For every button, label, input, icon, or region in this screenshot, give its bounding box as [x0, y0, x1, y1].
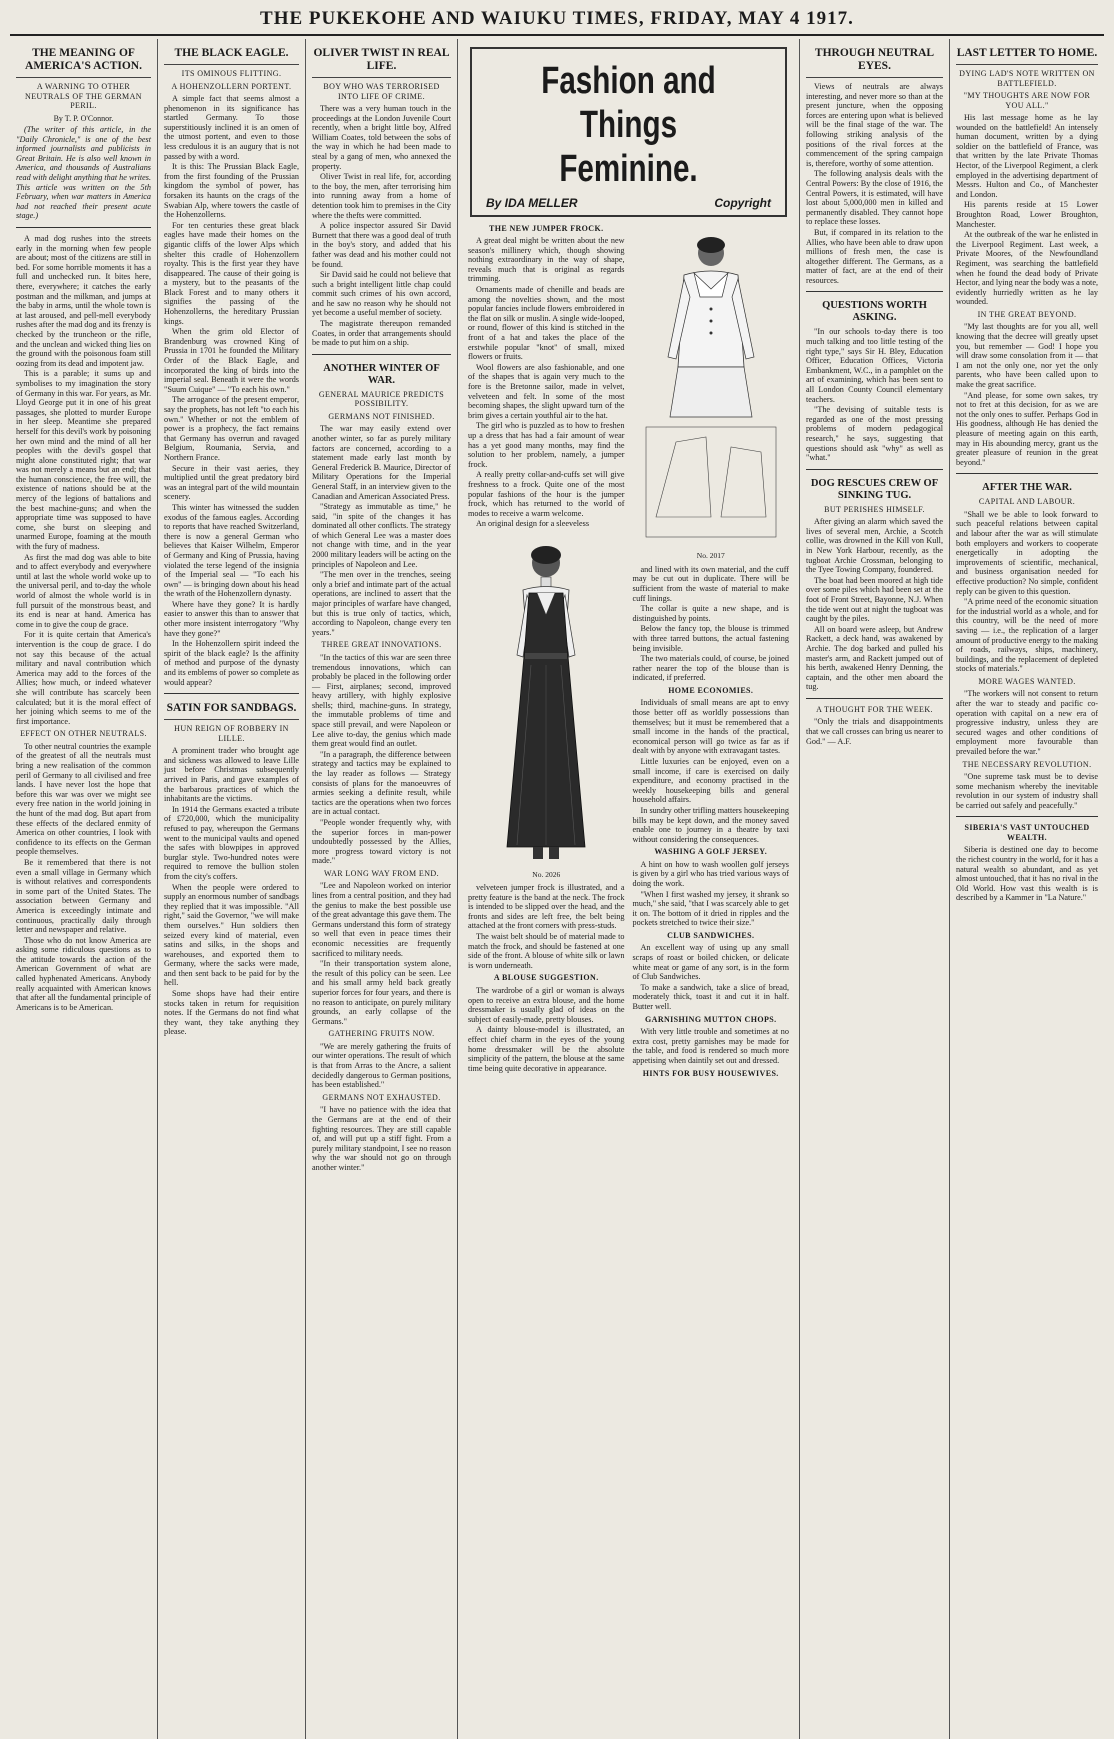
- paragraph: The boat had been moored at high tide over some piles which had been set at the foot of Front Street, Bayonne, N.J. When the tide went out at night the tugboat was caught by the piles.: [806, 575, 943, 624]
- fashion-subcolumn-b: [629, 221, 794, 1081]
- article-title: THROUGH NEUTRAL EYES.: [806, 47, 943, 78]
- paragraph: Those who do not know America are asking some ridiculous questions as to the attitude towards the action of the American Government of what are called hyphenated Americans. Anybody really acquainted with American knows that after all the fundamental principle of Americans is to be American.: [16, 935, 151, 1012]
- section-heading: SIBERIA'S VAST UNTOUCHED WEALTH.: [964, 823, 1090, 842]
- paragraph: It is this: The Prussian Black Eagle, from the first founding of the Prussian kingdom the symbol of power, has forsaken its haunts on the crags of the Swabian Alp, where towers the castle of the Hohenzollerns.: [164, 162, 299, 220]
- paragraph: "In their transportation system alone, the result of this policy can be seen. Lee and his small army held back greatly superior forces for four years, and there is no reason to anticipate, on purely military grounds, an early collapse of the Germans.": [312, 959, 451, 1026]
- section-heading: MORE WAGES WANTED.: [978, 676, 1076, 686]
- paragraph: Be it remembered that there is not even a small village in Germany which is without relatives and correspondents in some part of the United States. The association between Germany and America is exceedingly intimate and continuous, practically daily through letter and newspaper and relative.: [16, 857, 151, 935]
- paragraph: When the people were ordered to supply an enormous number of sandbags they replied that it was impossible. "All right," said the Governor, "we will make them ourselves." Hun soldiers then seized every kind of material, even satins and silks, in the shops and warehouses, and exported them to Germany, where the sacks were made, and then sent back to be paid for by the hell.: [164, 882, 299, 988]
- divider: [164, 693, 299, 694]
- divider: [16, 227, 151, 228]
- paragraph: "Only the trials and disappointments that we call crosses can bring us nearer to God." — A.F.: [806, 717, 943, 746]
- fashion-title-line-1: Fashion and Things: [541, 60, 716, 146]
- columns: [10, 39, 1104, 1739]
- paragraph: "And please, for some own sakes, try not to fret at this decision, for as we are not the only ones to suffer. Perhaps God in His goodness, although He has denied the pleasure of meeting again on this earth, may in His abounding mercy, grant us the greater pleasure of reunion in the great beyond.": [956, 390, 1098, 467]
- paragraph: Some shops have had their entire stocks taken in return for requisition notes. If the Germans do not find what they want, they take anything they please.: [164, 989, 299, 1037]
- paragraph: Secure in their vast aeries, they multiplied until the great predatory bird was an integral part of the wild mountain scenery.: [164, 463, 299, 502]
- paragraph: With very little trouble and sometimes at no extra cost, pretty garnishes may be made for the table, and food is rendered so much more appetising when daintily set out and dressed.: [632, 1027, 789, 1065]
- fashion-credit: [478, 196, 779, 210]
- paragraph: "In the tactics of this war are seen three tremendous innovations, which can probably be placed in the following order — First, airplanes; second, improved heavy artillery, with highly explosive shells; third, machine-guns. In strategy, the immutable problems of time and space still prevail, and were Napoleon or Lee alive to-day, the genius which made them great would find an outlet.: [312, 652, 451, 749]
- paragraph: An original design for a sleeveless: [476, 519, 590, 529]
- paragraph: "We are merely gathering the fruits of our winter operations. The result of which is that from Arras to the Ancre, a salient decidedly dangerous to German positions, has been established.": [312, 1041, 451, 1090]
- paragraph: His last message home as he lay wounded on the battlefield! An intensely human document, written by a dying soldier on the battlefield of France, was that written by the late Private Thomas Hector, of the Liverpool Regiment, a clerk employed in the advertising department of Messrs. Hulton and Co., of Manchester and London.: [956, 113, 1098, 199]
- paragraph: To make a sandwich, take a slice of bread, moderately thick, toast it and cut it in half. Butter well.: [632, 982, 789, 1012]
- paragraph: "In our schools to-day there is too much talking and too little testing of the right type," says Sir H. Bley, Education Officer, Education Offices, Victoria Embankment, W.C., in a pamphlet on the art of examining, which has been sent to all London County Council elementary teachers.: [806, 327, 943, 404]
- paragraph: The war may easily extend over another winter, so far as purely military factors are concerned, according to a statement made early last month by General Frederick B. Maurice, Director of Military Operations for the Imperial General Staff, in an interview given to the Canadian and American Associated Press.: [312, 424, 451, 501]
- paragraph: At the outbreak of the war he enlisted in the Liverpool Regiment. Last week, a Private Moores, of the Newfoundland Regiment, was searching the battlefield when he found the dead body of Private Hector, and lying near the body was a note, evidently hurriedly written as he lay wounded.: [956, 230, 1098, 307]
- paragraph: A dainty blouse-model is illustrated, an effect chief charm in the eyes of the young home dressmaker will be the absolute simplicity of the pattern, the blouse at the same time being quite decorative in appearance.: [468, 1025, 625, 1073]
- section-heading: A THOUGHT FOR THE WEEK.: [816, 704, 933, 714]
- paragraph: The waist belt should be of material made to match the frock, and should be fastened at one side of the front. A blouse of white silk or lawn is worn underneath.: [468, 932, 625, 970]
- article-byline: By T. P. O'Connor.: [53, 113, 114, 123]
- section-heading: THE NECESSARY REVOLUTION.: [962, 759, 1092, 769]
- paragraph: Sir David said he could not believe that such a bright intelligent little chap could commit such crimes of his own accord, and he saw no reason why he should not yet become a useful member of society.: [312, 270, 451, 318]
- paragraph: An excellent way of using up any small scraps of roast or boiled chicken, or delicate white meat or game of any sort, is in the form of Club Sandwiches.: [632, 943, 789, 982]
- divider: [806, 291, 943, 292]
- paragraph: A police inspector assured Sir David Burnett that there was a good deal of truth in the boy's story, and added that his father was dead and his mother could not be found.: [312, 221, 451, 269]
- fashion-banner: [470, 47, 787, 217]
- fashion-title-line-2: Feminine.: [559, 148, 698, 190]
- article-subtitle: BUT PERISHES HIMSELF.: [824, 504, 925, 514]
- paragraph: In the Hohenzollern spirit indeed the spirit of the black eagle? Is the affinity of method and purpose of the dynasty and its emblems of power so complete as would appear?: [164, 639, 299, 687]
- paragraph: "The devising of suitable tests is regarded as one of the most pressing problems of modern pedagogical research," he says, suggesting that questions should ask "why" as well as "what.": [806, 405, 943, 463]
- paragraph: Little luxuries can be enjoyed, even on a small income, if care is exercised on daily expenditure, and economy practised in the weekly housekeeping bills and general household affairs.: [632, 756, 789, 805]
- paragraph: Individuals of small means are apt to envy those better off as worldly possessions than themselves; but it must be remembered that a small income in the hands of the practical, economical person will go twice as far as if dealt with by anyone with extravagant tastes.: [632, 698, 789, 756]
- fashion-subcolumn-a: [464, 221, 629, 1081]
- paragraph: The magistrate thereupon remanded Coates, in order that arrangements should be made to put him on a ship.: [312, 319, 451, 348]
- paragraph: A great deal might be written about the new season's millinery which, though showing nothing extraordinary in the way of shape, reveals much that is original as regards trimming.: [468, 236, 625, 284]
- divider: [806, 698, 943, 699]
- fashion-column: [458, 39, 800, 1739]
- section-heading: WAR LONG WAY FROM END.: [324, 868, 439, 878]
- section-heading: EFFECT ON OTHER NEUTRALS.: [20, 729, 147, 739]
- article-title: LAST LETTER TO HOME.: [956, 47, 1098, 65]
- paragraph: Wool flowers are also fashionable, and one of the shapes that is again very much to the fore is the Bretonne sailor, made in velvet, velveteen and felt. In some of the most becoming shapes, the slight upward turn of the brim gives a certain youthful air to the hat.: [468, 362, 625, 420]
- paragraph: For ten centuries these great black eagles have made their homes on the gigantic cliffs of the lower Alps which shelter this cradle of Hohenzollern royalty. This is the first year they have disappeared. The cause of their going is a mystery, but to the peasants of the Black Forest and to many others it signifies the passing of the Hohenzollerns, the hereditary Prussian kings.: [164, 220, 299, 326]
- paragraph: There was a very human touch in the proceedings at the London Juvenile Court recently, when a bright little boy, Alfred William Coates, told between the sobs of the way in which he had been made to steal by a gang of men, who annexed the property.: [312, 104, 451, 171]
- article-subtitle: ITS OMINOUS FLITTING.: [181, 69, 282, 78]
- paragraph: A prominent trader who brought age and sickness was allowed to leave Lille just before Christmas subsequently arrived in Paris, and gave examples of the barbarous practices of which the inhabitants are the victims.: [164, 746, 299, 804]
- fashion-copyright: Copyright: [714, 196, 771, 210]
- paragraph: "Lee and Napoleon worked on interior lines from a central position, and they had the genius to make the best possible use of the great advantage this gave them. The Germans understand this form of strategy so well that even in peace times their economic necessities are frequently sacrificed to military needs.: [312, 881, 451, 958]
- article-subtitle: HUN REIGN OF ROBBERY IN LILLE.: [174, 724, 289, 743]
- paragraph: velveteen jumper frock is illustrated, and a pretty feature is the band at the neck. The frock is intended to be slipped over the head, and the fronts and sides are left free, the belt being attached at the front corners with press-studs.: [468, 883, 625, 931]
- paragraph: The wardrobe of a girl or woman is always open to receive an extra blouse, and the home dressmaker is usually glad of ideas on the subject of easily-made, pretty blouses.: [468, 985, 625, 1024]
- divider: [312, 354, 451, 355]
- section-heading: WASHING A GOLF JERSEY.: [654, 847, 768, 857]
- paragraph: "Strategy as immutable as time," he said, "in spite of the changes it has dominated all other conflicts. The strategy of which General Lee was a master does not change with time, and in the year 2000 military leaders will be acting on the principles of Napoleon and Lee.: [312, 502, 451, 569]
- divider: [956, 473, 1098, 474]
- column-5: [800, 39, 950, 1739]
- article-title: OLIVER TWIST IN REAL LIFE.: [312, 47, 451, 78]
- figure-label: No. 2026: [532, 869, 561, 879]
- paragraph: A simple fact that seems almost a phenomenon in its significance has startled Germany. To those superstitiously inclined it is an omen of the utmost portent, and even to those less credulous it is an augury that is not passed by with a word.: [164, 94, 299, 161]
- paragraph: "Shall we be able to look forward to such peaceful relations between capital and labour after the war as will stimulate both employers and workers to cooperate energetically in adopting the improvements of scientific, mechanical, and business organisation needed for effective production? No simple, confident reply can be given to this question.: [956, 509, 1098, 596]
- article-title: QUESTIONS WORTH ASKING.: [822, 300, 927, 324]
- paragraph: The arrogance of the present emperor, say the prophets, has not left "to each his own." Whether or not the emblem of power is a prophecy, the fact remains that Germany has overrun and ravaged Belgium, Roumania, Servia, and Northern France.: [164, 395, 299, 462]
- article-subtitle: GERMANS NOT FINISHED.: [328, 411, 435, 421]
- article-subtitle: "MY THOUGHTS ARE NOW FOR YOU ALL.": [963, 91, 1091, 110]
- paragraph: When the grim old Elector of Brandenburg was crowned King of Prussia in 1701 he founded the Military Order of the Black Eagle, and incorporated the king of birds into the imperial seal. Beneath it were the words "Suum Cuique" — "To each his own.": [164, 327, 299, 394]
- paragraph: "The men over in the trenches, seeing only a brief and intimate part of the actual operations, are inclined to assert that the major principles of warfare have changed, but this is true only of tactics, which, according to Napoleon, change every ten years.": [312, 570, 451, 637]
- paragraph: In sundry other trifling matters housekeeping bills may be kept down, and the money saved enable one to journey in a theatre by taxi without considering the consequences.: [632, 805, 789, 844]
- paragraph: His parents reside at 15 Lower Broughton Road, Lower Broughton, Manchester.: [956, 200, 1098, 229]
- article-title: THE BLACK EAGLE.: [164, 47, 299, 65]
- section-heading: GARNISHING MUTTON CHOPS.: [645, 1014, 777, 1024]
- column-6: [950, 39, 1104, 1739]
- blouse-figure-icon: [636, 227, 786, 547]
- editor-note: (The writer of this article, in the "Daily Chronicle," is one of the best informed journalists and publicists in Great Britain. He is also well known in America, and thousands of Australians read with delight anything that he writes. This article was written on the 5th February, when war matters in America had not reached their present acute stage.): [16, 125, 152, 221]
- blouse-illustration: [633, 227, 790, 550]
- paragraph: "When I first washed my jersey, it shrank so much," she said, "that I was scarcely able to get it on. The bottom of it dried in ripples and the pockets stretched to twice their size.": [632, 889, 789, 928]
- paragraph: "My last thoughts are for you all, well knowing that the decree will greatly upset you, but remember — God! I hope you will draw some consolation from it — that I am not the only one, nor yet the only parents, who have been called upon to make the great sacrifice.: [956, 322, 1098, 389]
- column-1: [10, 39, 158, 1739]
- paragraph: The following analysis deals with the Central Powers: By the close of 1916, the Central Powers, it is estimated, will have lost about 5,000,000 men in killed and permanently disabled. They cannot hope to replace these losses.: [806, 169, 943, 227]
- article-subtitle: GENERAL MAURICE PREDICTS POSSIBILITY.: [318, 389, 445, 409]
- article-subtitle: A WARNING TO OTHER NEUTRALS OF THE GERMAN PERIL.: [25, 82, 142, 110]
- paragraph: and lined with its own material, and the cuff may be cut out in duplicate. There will be sufficient from the waste of material to make cuff linings.: [632, 564, 789, 603]
- paragraph: Where have they gone? It is hardly easier to answer this than to answer that other more insistent interrogatory "Why have they gone?": [164, 599, 299, 638]
- paragraph: "I have no patience with the idea that the Germans are at the end of their fighting resources. They are still capable of, and will put up a stiff fight. From a purely military standpoint, I see no reason why the war should not go on through another winter.": [312, 1105, 451, 1172]
- paragraph: A mad dog rushes into the streets early in the morning when few people are about; most of the citizens are still in bed. For some horrible moments it has a full and unchecked run. It bites here, there, everywhere; it catches the early postman and the milkman, and jumps at the baby in arms, until the whole town is at last aroused, and pell-mell everybody rushes after the mad dog and its frenzy is checked by the truncheon or the rifle, and the unclean and wicked thing lies on the ground with the poisonous foam still oozing from its dead and impotent jaw.: [16, 234, 151, 368]
- section-heading: IN THE GREAT BEYOND.: [977, 309, 1077, 319]
- column-3: [306, 39, 458, 1739]
- article-subtitle: CAPITAL AND LABOUR.: [978, 497, 1076, 507]
- paragraph: Ornaments made of chenille and beads are among the novelties shown, and the most popular fancies include flowers embroidered in the flat on silk or muslin. A single wide-looped, or round, flower of this kind is stitched in the front of a hat and takes the place of the erstwhile popular "knot" of small, mixed flowers or fruits.: [468, 285, 625, 362]
- masthead: THE PUKEKOHE AND WAIUKU TIMES, FRIDAY, MAY 4 1917.: [10, 6, 1104, 36]
- dress-figure-icon: [481, 535, 611, 865]
- paragraph: The collar is quite a new shape, and is distinguished by points.: [632, 604, 789, 623]
- paragraph: After giving an alarm which saved the lives of several men, Archie, a Scotch collie, was drowned in the Kill von Kull, in New York Harbour, recently, as the tugboat Archie Crossman, belonging to the Tyee Towing Company, foundered.: [806, 517, 943, 575]
- paragraph: "One supreme task must be to devise some mechanism whereby the inevitable revolution in our system of industry shall be carried out safely and peacefully.": [956, 772, 1098, 810]
- paragraph: This is a parable; it sums up and symbolises to my imagination the story of Germany in this war. For years, as Mr. Lloyd George put it in one of his great passages, she plotted to murder Europe in her sleep. Meantime she prepared herself for this devil's work by poisoning her own mind and the mind of all her peoples with the devil's gospel that might alone constituted right; that war was not merely a means but an end; that the human conscience, the free will, the existence of nations should be at the mercy of the legions of battalions and the best machine-guns; and when the appropriate time was supposed to have come, she burst on sleeping and unarmed Europe, foaming at the mouth with the fury of madness.: [16, 369, 151, 552]
- paragraph: The girl who is puzzled as to how to freshen up a dress that has had a fair amount of wear has a yet good many months, may find the solution to her problem, namely, a jumper frock.: [468, 421, 625, 469]
- section-heading: THE NEW JUMPER FROCK.: [489, 223, 604, 233]
- paragraph: As first the mad dog was able to bite and to affect everybody and everywhere until at last the whole world woke up to the universal peril, and to-day the whole world of almost the whole world is in full pursuit of the monstrous beast, and its end is near at hand. America has come in to give the coup de grace.: [16, 552, 151, 629]
- paragraph: But, if compared in its relation to the Allies, who have been able to draw upon millions of fresh men, the case is altogether different. The Germans, as a matter of fact, are at the end of their resources.: [806, 227, 943, 285]
- paragraph: Below the fancy top, the blouse is trimmed with three tarred buttons, the actual fastening being invisible.: [632, 624, 789, 653]
- paragraph: To other neutral countries the example of the greatest of all the neutrals must bring a new realisation of the common peril of Germany to all civilised and free lands. I have never lost the hope that before this war was over we might see every free nation in the world joining in the hunt of the mad dog. But apart from these effects of the declared enmity of America on other countries, I look with confidence to its effects on the German people themselves.: [16, 741, 151, 857]
- paragraph: "The workers will not consent to return after the war to steady and pacific co-operation with capital on a new era of progressive industry, unless they are secured wages and other conditions of employment more favourable than prevailed before the war.": [956, 689, 1098, 756]
- paragraph: "In a paragraph, the difference between strategy and tactics may be explained to the lay reader as follows — Strategy consists of plans for the manoeuvres of armies seeking a definite result, while tactics are the operations when two forces are in actual contact.: [312, 749, 451, 817]
- divider: [806, 469, 943, 470]
- section-heading: GERMANS NOT EXHAUSTED.: [322, 1092, 441, 1102]
- paragraph: A hint on how to wash woollen golf jerseys is given by a girl who has tried various ways of doing the work.: [632, 859, 789, 888]
- fashion-byline: By IDA MELLER: [486, 196, 578, 210]
- section-heading: HINTS FOR BUSY HOUSEWIVES.: [642, 1068, 779, 1078]
- divider: [956, 816, 1098, 817]
- paragraph: Oliver Twist in real life, for, according to the boy, the men, after terrorising him into running away from a home of detention took him to premises in the City where the thefts were committed.: [312, 172, 451, 220]
- paragraph: A really pretty collar-and-cuffs set will give freshness to a frock. Quite one of the most popular fashions of the hour is the jumper frock, which has returned to the world of modes to receive a warm welcome.: [468, 470, 625, 518]
- section-heading: HOME ECONOMIES.: [668, 685, 754, 695]
- section-heading: THREE GREAT INNOVATIONS.: [321, 640, 442, 650]
- paragraph: Views of neutrals are always interesting, and never more so than at the present juncture, when the opposing forces are entering upon what is believed will be the final stage of the war. The following striking analysis of the positions of the rival forces at the commencement of the spring campaign is, therefore, worthy of some attention.: [806, 82, 943, 168]
- section-heading: CLUB SANDWICHES.: [667, 930, 755, 940]
- figure-label: No. 2017: [696, 551, 725, 561]
- fashion-body: [458, 221, 799, 1081]
- article-title: AFTER THE WAR.: [982, 482, 1072, 494]
- paragraph: This winter has witnessed the sudden exodus of the famous eagles. According to reports that have reached Switzerland, there is now a general German who believes that Kaiser Wilhelm, Emperor of Germany and King of Prussia, having violated the terse legend of the insignia of the Imperial seal — "To each his own" — is bringing down about his head the wrath of the Hohenzollern dynasty.: [164, 502, 299, 599]
- jumper-frock-illustration: [468, 535, 625, 868]
- section-heading: A BLOUSE SUGGESTION.: [493, 973, 599, 983]
- article-subtitle: DYING LAD'S NOTE WRITTEN ON BATTLEFIELD.: [959, 69, 1095, 88]
- article-title: SATIN FOR SANDBAGS.: [164, 702, 299, 720]
- paragraph: Siberia is destined one day to become the richest country in the world, for it has a natural wealth so abundant, and as yet almost untouched, that it has no rival in the Old World. How vast this wealth is is described by a Kammer in "La Nature.": [956, 845, 1098, 903]
- paragraph: The two materials could, of course, be joined rather nearer the top of the blouse than is indicated, if preferred.: [632, 654, 789, 683]
- article-subtitle: BOY WHO WAS TERRORISED INTO LIFE OF CRIME.: [323, 82, 440, 101]
- article-title: ANOTHER WINTER OF WAR.: [323, 362, 440, 386]
- paragraph: All on board were asleep, but Andrew Rackett, a deck hand, was awakened by Archie. The dog barked and pulled his master's arm, and Rackett jumped out of his berth, awakened Henry Denning, the captain, and the other men aboard the tug.: [806, 624, 943, 692]
- article-title: THE MEANING OF AMERICA'S ACTION.: [16, 47, 151, 78]
- paragraph: For it is quite certain that America's intervention is the coup de grace. I do not say this because of the actual military and naval contribution which America may add to the forces of the Allies; how much, or indeed whatever she will contribute has scarcely been calculated; but it is the moral effect of her joining which seems to me of the first importance.: [16, 630, 151, 726]
- paragraph: In 1914 the Germans exacted a tribute of £720,000, which the municipality refused to pay, whereupon the Germans went to the municipal vaults and opened the safes with blowpipes in approved burglar style. Two-hundred notes were required to remove the bullion stolen from the city's coffers.: [164, 804, 299, 881]
- column-2: [158, 39, 306, 1739]
- article-title: DOG RESCUES CREW OF SINKING TUG.: [810, 477, 939, 501]
- paragraph: "A prime need of the economic situation for the industrial world as a whole, and for this country, will be the need of more saving — i.e., the replication of a larger amount of productive energy to the making of roads, railways, ships, machinery, buildings, and the replacement of depleted stocks of materials.": [956, 597, 1098, 674]
- section-heading: GATHERING FRUITS NOW.: [328, 1029, 435, 1039]
- paragraph: "People wonder frequently why, with the superior forces in man-power undoubtedly possessed by the Allies, more progress toward victory is not made.": [312, 818, 451, 866]
- article-subtitle: A HOHENZOLLERN PORTENT.: [171, 81, 292, 91]
